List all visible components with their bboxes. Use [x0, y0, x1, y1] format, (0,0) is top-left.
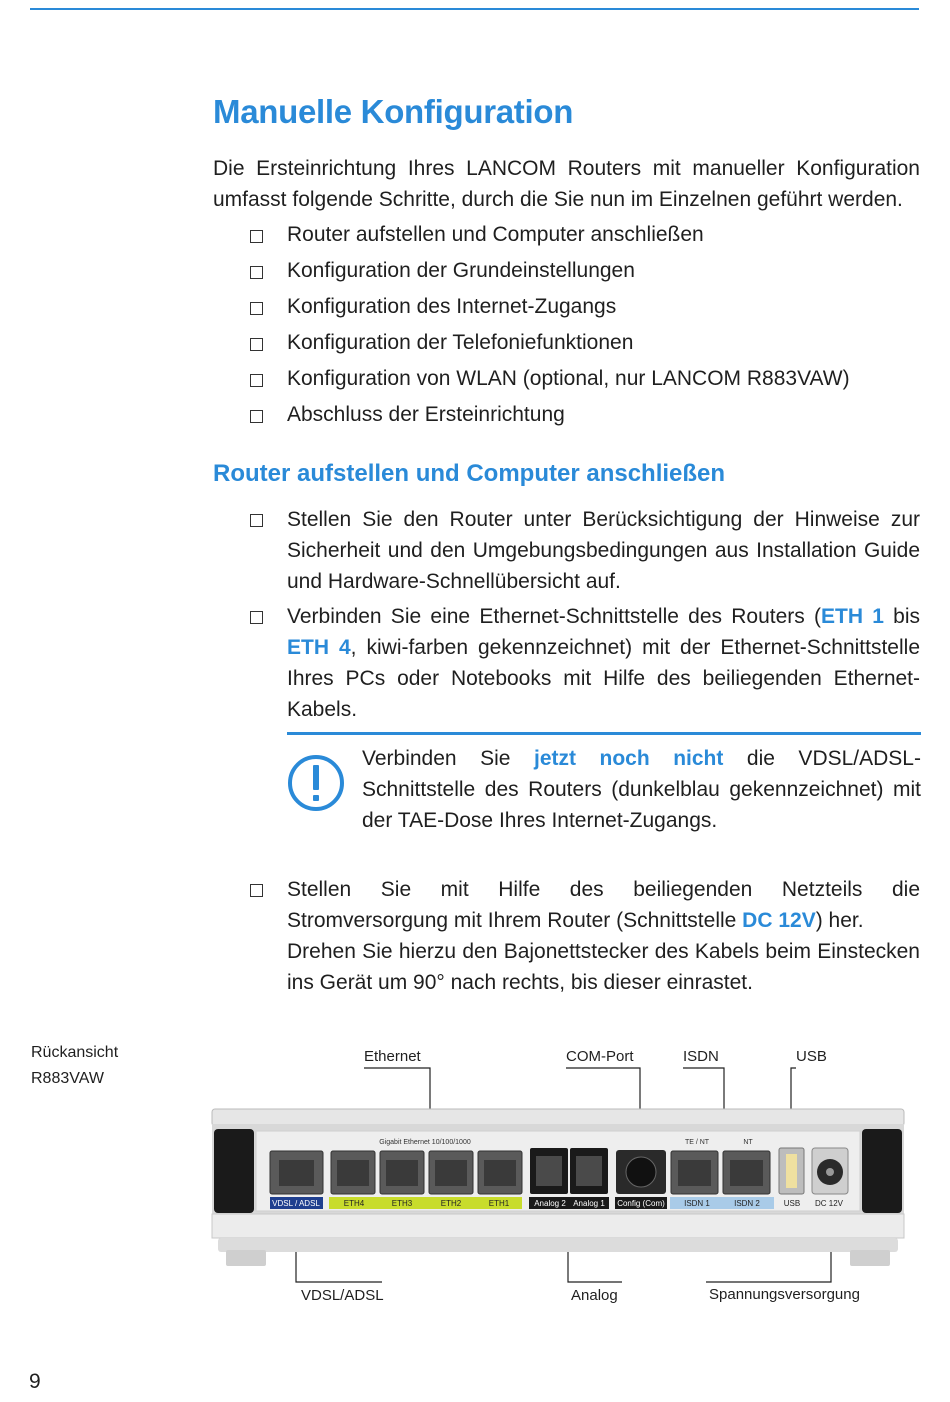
item-text: Stellen Sie mit Hilfe des beiliegenden Netzteils die Stromversorgung mit Ihrem Router (Schnittstelle DC 12V) her. [287, 878, 920, 932]
callout-isdn: ISDN [683, 1048, 719, 1065]
item-text: Stellen Sie den Router unter Berücksichtigung der Hinweise zur Sicherheit und den Umgebungsbedingungen aus Installation Guide und Hardware-Schnellübersicht auf. [287, 508, 920, 593]
port-label-usb: USB [783, 1199, 801, 1208]
list-item: Konfiguration der Telefoniefunktionen [250, 325, 920, 361]
list-item: Konfiguration des Internet-Zugangs [250, 289, 920, 325]
eth4-label: ETH 4 [287, 636, 351, 659]
port-label-analog2: Analog 2 [534, 1199, 566, 1208]
list-item: Konfiguration von WLAN (optional, nur LANCOM R883VAW) [250, 361, 920, 397]
section-heading: Router aufstellen und Computer anschließen [213, 460, 726, 487]
nt-label: NT [743, 1139, 753, 1146]
port-label-vdsl: VDSL / ADSL [272, 1199, 320, 1208]
callout-ethernet: Ethernet [364, 1048, 421, 1065]
dc-label: DC 12V [742, 909, 816, 932]
note-emphasis: jetzt noch nicht [533, 747, 724, 770]
callout-analog: Analog [571, 1287, 618, 1304]
te-nt-label: TE / NT [684, 1139, 710, 1146]
item-text: Verbinden Sie eine Ethernet-Schnittstelle des Routers (ETH 1 bis ETH 4, kiwi-farben gekennzeichnet) mit der Ethernet-Schnittstelle Ihres PCs oder Notebooks mit Hilfe des beiliegenden Ethernet-Kabels. [287, 605, 920, 721]
port-label-dc: DC 12V [814, 1199, 844, 1208]
port-label-analog1: Analog 1 [573, 1199, 605, 1208]
callout-power: Spannungsversorgung [709, 1286, 860, 1303]
port-label-isdn2: ISDN 2 [734, 1199, 760, 1208]
item-text-continued: Drehen Sie hierzu den Bajonettstecker des Kabels beim Einstecken ins Gerät um 90° nach rechts, bis dieser einrastet. [287, 940, 920, 994]
eth1-label: ETH 1 [821, 605, 884, 628]
port-label-config: Config (Com) [617, 1199, 665, 1208]
list-item: Konfiguration der Grundeinstellungen [250, 253, 920, 289]
port-label-eth2: ETH2 [440, 1199, 462, 1208]
callout-usb: USB [796, 1048, 827, 1065]
callout-com-port: COM-Port [566, 1048, 634, 1065]
figure-caption: Rückansicht R883VAW [31, 1044, 119, 1087]
port-label-eth3: ETH3 [391, 1199, 413, 1208]
port-label-isdn1: ISDN 1 [684, 1199, 710, 1208]
note-text: Verbinden Sie jetzt noch nicht die VDSL/ADSL-Schnittstelle des Routers (dunkelblau gekennzeichnet) mit der TAE-Dose Ihres Internet-Zugangs. [362, 747, 921, 832]
list-item: Abschluss der Ersteinrichtung [250, 397, 920, 433]
callout-vdsl: VDSL/ADSL [301, 1287, 384, 1304]
list-item: Router aufstellen und Computer anschließen [250, 217, 920, 253]
intro-paragraph: Die Ersteinrichtung Ihres LANCOM Routers mit manueller Konfiguration umfasst folgende Schritte, durch die Sie nun im Einzelnen geführt werden. [213, 157, 920, 211]
gigabit-label: Gigabit Ethernet 10/100/1000 [379, 1139, 471, 1146]
port-label-eth1: ETH1 [488, 1199, 510, 1208]
port-label-eth4: ETH4 [343, 1199, 365, 1208]
page-number: 9 [29, 1370, 41, 1393]
page-heading: Manuelle Konfiguration [213, 93, 574, 130]
